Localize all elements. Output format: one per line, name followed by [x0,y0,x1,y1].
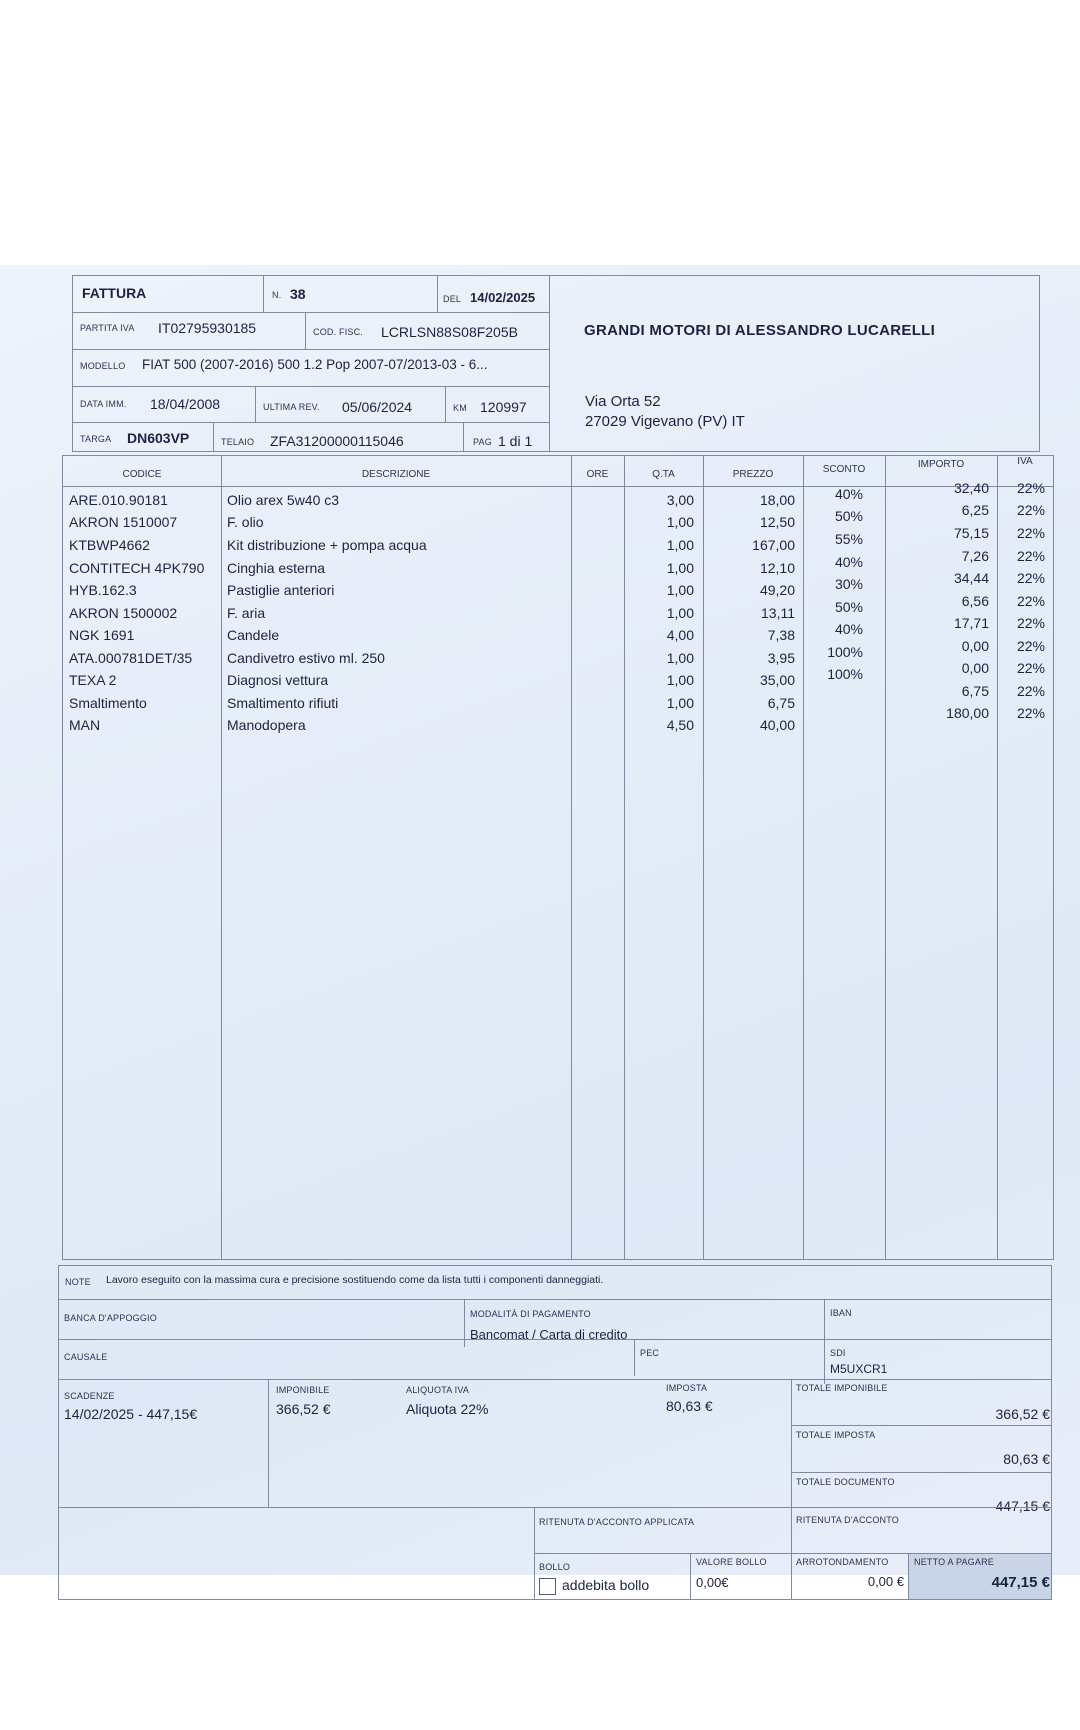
cell-qta: 1,00 [666,514,694,530]
cell-qta: 1,00 [666,605,694,621]
cell-descrizione: Olio arex 5w40 c3 [227,492,340,508]
cell-iva: 22% [1016,593,1045,609]
invoice-date: 14/02/2025 [470,290,536,305]
modalita-value: Bancomat / Carta di credito [470,1327,628,1342]
items-table [62,455,1054,1260]
cell-importo: 75,15 [953,525,989,541]
cell-qta: 1,00 [666,695,694,711]
cell-descrizione: Smaltimento rifiuti [227,695,339,711]
invoice-number-label: N. [272,290,282,300]
cell-importo: 34,44 [953,570,989,586]
cell-importo: 32,40 [953,480,989,496]
cell-qta: 4,50 [666,717,694,733]
cell-iva: 22% [1016,638,1045,654]
totale-imposta-value: 80,63 € [1003,1451,1050,1467]
aliquota-label: ALIQUOTA IVA [406,1385,470,1395]
data-imm-label: DATA IMM. [80,399,127,409]
aliquota-value: Aliquota 22% [406,1401,489,1417]
valore-bollo-label: VALORE BOLLO [696,1557,767,1567]
totale-documento-label: TOTALE DOCUMENTO [796,1477,895,1487]
cell-codice: HYB.162.3 [69,582,137,598]
cell-descrizione: Kit distribuzione + pompa acqua [227,537,427,553]
arrotondamento-label: ARROTONDAMENTO [796,1557,889,1567]
cell-iva: 22% [1016,660,1045,676]
telaio-value: ZFA31200000115046 [270,433,404,449]
piva-value: IT02795930185 [158,320,257,336]
cell-sconto: 50% [834,599,863,615]
cell-iva: 22% [1016,480,1045,496]
cell-sconto: 100% [827,644,863,660]
pag-value: 1 di 1 [498,433,533,449]
cell-codice: MAN [69,717,101,733]
cell-qta: 1,00 [666,672,694,688]
valore-bollo-value: 0,00€ [696,1575,729,1590]
col-header-prezzo: PREZZO [732,469,774,480]
cell-importo: 180,00 [946,705,989,721]
modello-value: FIAT 500 (2007-2016) 500 1.2 Pop 2007-07/2013-03 - 6... [142,357,488,372]
ultima-rev-label: ULTIMA REV. [263,402,320,412]
cell-iva: 22% [1016,502,1045,518]
addebita-bollo-label: addebita bollo [562,1577,650,1593]
cell-descrizione: Candivetro estivo ml. 250 [227,650,385,666]
ritenuta-applicata-label: RITENUTA D'ACCONTO APPLICATA [539,1517,695,1527]
cell-descrizione: Diagnosi vettura [227,672,329,688]
cell-descrizione: Candele [227,627,280,643]
cell-importo: 6,56 [961,593,989,609]
arrotondamento-value: 0,00 € [867,1574,904,1589]
cell-prezzo: 13,11 [761,605,795,621]
imponibile-value: 366,52 € [276,1401,331,1417]
cell-codice: KTBWP4662 [69,537,150,553]
cell-importo: 7,26 [961,548,989,564]
cell-importo: 0,00 [961,638,989,654]
cell-iva: 22% [1016,705,1045,721]
note-text: Lavoro eseguito con la massima cura e precisione sostituendo come da lista tutti i componenti danneggiati. [106,1274,604,1286]
cell-qta: 4,00 [666,627,694,643]
cell-codice: TEXA 2 [69,672,117,688]
telaio-label: TELAIO [221,437,255,447]
cell-sconto: 40% [834,621,863,637]
cell-codice: CONTITECH 4PK790 [69,560,205,576]
cell-codice: Smaltimento [69,695,147,711]
cell-prezzo: 6,75 [767,695,795,711]
piva-label: PARTITA IVA [80,323,135,333]
scadenze-value: 14/02/2025 - 447,15€ [64,1406,198,1422]
cell-iva: 22% [1016,525,1045,541]
modello-label: MODELLO [80,361,126,371]
km-label: KM [453,403,467,413]
bollo-label: BOLLO [539,1562,571,1572]
cell-iva: 22% [1016,570,1045,586]
invoice-type: FATTURA [82,285,147,301]
cell-codice: NGK 1691 [69,627,135,643]
cell-prezzo: 7,38 [767,627,795,643]
netto-value: 447,15 € [991,1574,1050,1591]
scadenze-label: SCADENZE [64,1391,115,1401]
col-header-importo: IMPORTO [917,459,965,470]
netto-label: NETTO A PAGARE [914,1557,994,1567]
cell-prezzo: 167,00 [752,537,795,553]
cell-prezzo: 12,10 [759,560,795,576]
cell-sconto: 30% [834,576,863,592]
imponibile-label: IMPONIBILE [276,1385,330,1395]
company-address-line1: Via Orta 52 [585,393,661,410]
cell-qta: 3,00 [666,492,694,508]
col-header-ore: ORE [586,469,609,480]
targa-label: TARGA [80,434,112,444]
cell-prezzo: 12,50 [759,514,795,530]
addebita-bollo-checkbox[interactable] [539,1578,556,1595]
cell-sconto: 100% [827,666,863,682]
cell-qta: 1,00 [666,537,694,553]
sdi-value: M5UXCR1 [830,1362,888,1376]
totale-imposta-label: TOTALE IMPOSTA [796,1430,876,1440]
cell-descrizione: F. aria [227,605,266,621]
totale-imponibile-label: TOTALE IMPONIBILE [796,1383,888,1393]
cell-descrizione: F. olio [227,514,264,530]
col-header-codice: CODICE [122,469,162,480]
data-imm-value: 18/04/2008 [150,396,221,412]
totale-documento-value: 447,15 € [995,1498,1050,1514]
cell-descrizione: Pastiglie anteriori [227,582,335,598]
cell-sconto: 40% [834,554,863,570]
company-address-line2: 27029 Vigevano (PV) IT [585,413,745,430]
causale-label: CAUSALE [64,1352,108,1362]
cell-importo: 6,25 [961,502,989,518]
col-header-sconto: SCONTO [822,464,866,475]
totale-imponibile-value: 366,52 € [995,1406,1050,1422]
cell-sconto: 40% [834,486,863,502]
cell-importo: 17,71 [953,615,989,631]
cell-descrizione: Manodopera [227,717,306,733]
cell-descrizione: Cinghia esterna [227,560,326,576]
cell-iva: 22% [1016,548,1045,564]
cell-importo: 0,00 [961,660,989,676]
cell-prezzo: 3,95 [767,650,795,666]
cell-codice: AKRON 1500002 [69,605,178,621]
codfisc-value: LCRLSN88S08F205B [381,324,518,340]
cell-prezzo: 18,00 [759,492,795,508]
banca-label: BANCA D'APPOGGIO [64,1313,157,1323]
note-label: NOTE [65,1277,91,1287]
cell-sconto: 55% [834,531,863,547]
cell-prezzo: 35,00 [759,672,795,688]
imposta-value: 80,63 € [666,1398,713,1414]
cell-codice: AKRON 1510007 [69,514,178,530]
cell-codice: ARE.010.90181 [69,492,168,508]
invoice-paper [0,265,1080,1593]
cell-qta: 1,00 [666,650,694,666]
table-row [63,705,1053,737]
cell-importo: 6,75 [961,683,989,699]
invoice-number: 38 [290,286,306,302]
cell-prezzo: 49,20 [759,582,795,598]
iban-label: IBAN [830,1308,852,1318]
col-header-iva: IVA [1017,456,1033,467]
cell-qta: 1,00 [666,560,694,576]
ritenuta-label: RITENUTA D'ACCONTO [796,1515,899,1525]
cell-qta: 1,00 [666,582,694,598]
col-header-qta: Q.TA [652,469,675,480]
targa-value: DN603VP [127,430,190,446]
cell-iva: 22% [1016,615,1045,631]
cell-prezzo: 40,00 [759,717,795,733]
sdi-label: SDI [830,1348,846,1358]
km-value: 120997 [480,399,527,415]
ultima-rev-value: 05/06/2024 [342,399,413,415]
cell-codice: ATA.000781DET/35 [69,650,193,666]
modalita-label: MODALITÀ DI PAGAMENTO [470,1309,591,1319]
company-name: GRANDI MOTORI DI ALESSANDRO LUCARELLI [584,322,936,339]
pag-label: PAG [473,437,492,447]
cell-sconto: 50% [834,508,863,524]
codfisc-label: COD. FISC. [313,327,364,337]
pec-label: PEC [640,1348,660,1358]
imposta-label: IMPOSTA [666,1383,708,1393]
col-header-descrizione: DESCRIZIONE [361,469,431,480]
invoice-date-label: DEL [443,294,462,304]
cell-iva: 22% [1016,683,1045,699]
